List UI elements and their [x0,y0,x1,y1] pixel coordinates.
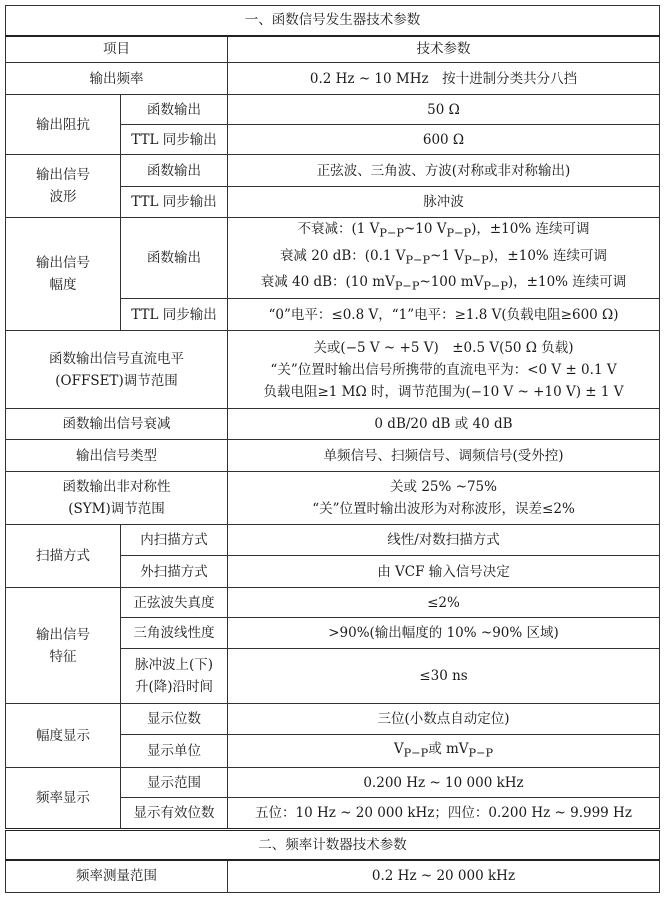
row-sublabel: 显示有效位数 [121,798,228,830]
row-sublabel: 内扫描方式 [121,525,228,556]
amp-line-3: 衰减 40 dB：(10 $mV_{P-P}\sim 100$ $mV_{P-P}$)，±10% 连续可调 [260,274,627,294]
row-value: 0.2 Hz ~ 20 000 kHz [228,860,660,893]
row-label-line: 特征 [49,648,77,665]
row-label: 频率测量范围 [6,860,228,893]
row-label: 扫描方式 [6,525,121,588]
row-value: ≤30 ns [228,649,660,704]
row-label [6,218,121,331]
row-sublabel: 显示范围 [121,768,228,798]
row-sublabel: 函数输出 [121,155,228,187]
row-label-line: 输出信号 [36,255,90,272]
table-row [6,95,660,125]
row-value: 三位(小数点自动定位) [228,704,660,735]
section-2-title: 二、频率计数器技术参数 [6,830,660,860]
row-sublabel: 显示单位 [121,735,228,768]
row-value: $V_{P-P}$或 $mV_{P-P}$ [228,735,660,768]
row-label-line: 幅度 [49,277,77,294]
row-value: 正弦波、三角波、方波(对称或非对称输出) [228,155,660,187]
row-value: ≤2% [228,588,660,618]
row-value [228,218,660,299]
row-label: 输出频率 [6,63,228,95]
row-value: >90%(输出幅度的 10% ~90% 区域) [228,618,660,649]
table-row [6,218,660,299]
table-row [6,860,660,893]
row-value-line: 负载电阻≥1 MΩ 时，调节范围为(−10 V ~ +10 V) ± 1 V [263,383,624,400]
row-sublabel: 外扫描方式 [121,556,228,588]
row-label: 频率显示 [6,768,121,830]
row-value: 由 VCF 输入信号决定 [228,556,660,588]
row-label [6,331,228,409]
table-row [6,768,660,798]
row-label-line: 函数输出信号直流电平 [49,350,184,367]
row-sublabel: 正弦波失真度 [121,588,228,618]
table-row [6,409,660,440]
row-label: 输出信号类型 [6,440,228,472]
table-row [6,472,660,525]
table-header-row [6,36,660,63]
row-label [6,155,121,218]
row-value [228,331,660,409]
table-row [6,331,660,409]
row-value-line: 关或 25% ~75% [390,479,497,496]
section-1-title: 一、函数信号发生器技术参数 [6,6,660,36]
row-label-line: (SYM)调节范围 [68,501,165,518]
row-label-line: 输出信号 [36,167,90,183]
row-sublabel: 三角波线性度 [121,618,228,649]
row-label: 输出阻抗 [6,95,121,155]
row-value: 0 dB/20 dB 或 40 dB [228,409,660,440]
row-label-line: 输出信号 [36,626,90,643]
row-label: 幅度显示 [6,704,121,768]
row-sublabel: TTL 同步输出 [121,187,228,218]
table-row [6,525,660,556]
row-sublabel: TTL 同步输出 [121,125,228,155]
row-value: “0”电平：≤0.8 V，“1”电平：≥1.8 V(负载电阻≥600 Ω) [228,299,660,331]
row-value: 600 Ω [228,125,660,155]
header-param: 技术参数 [228,36,660,63]
row-sublabel-line: 升(降)沿时间 [134,679,214,696]
row-value: 50 Ω [228,95,660,125]
row-sublabel [121,649,228,704]
row-value: 0.2 Hz ~ 10 MHz 按十进制分类共分八挡 [228,63,660,95]
row-value-line: “关”位置时输出波形为对称波形，误差≤2% [312,501,575,518]
table-row [6,588,660,618]
table-row [6,440,660,472]
row-label [6,588,121,704]
row-value-line: 关或(−5 V ~ +5 V) ±0.5 V(50 Ω 负载) [313,339,574,356]
row-label-line: 函数输出非对称性 [62,479,171,496]
row-value: 线性/对数扫描方式 [228,525,660,556]
amp-line-2: 衰减 20 dB：(0.1 $V_{P-P}\sim 1$ $V_{P-P}$)，±10% 连续可调 [279,247,608,267]
row-label [6,472,228,525]
row-sublabel-line: 脉冲波上(下) [134,657,214,674]
row-value: 脉冲波 [228,187,660,218]
row-value [228,472,660,525]
row-value: 五位：10 Hz ~ 20 000 kHz；四位：0.200 Hz ~ 9.999 Hz [228,798,660,830]
row-value-line: “关”位置时输出信号所携带的直流电平为：<0 V ± 0.1 V [270,361,617,378]
spec-table [5,5,660,893]
row-value: 0.200 Hz ~ 10 000 kHz [228,768,660,798]
table-row [6,63,660,95]
table-row [6,155,660,187]
amp-line-1: 不衰减：(1 $V_{P-P}\sim 10$ $V_{P-P}$)，±10% 连续可调 [297,221,590,240]
header-item: 项目 [6,36,228,63]
row-sublabel: 显示位数 [121,704,228,735]
row-label: 函数输出信号衰减 [6,409,228,440]
row-label-line: (OFFSET)调节范围 [55,372,178,389]
row-value: 单频信号、扫频信号、调频信号(受外控) [228,440,660,472]
table-row [6,704,660,735]
row-label-line: 波形 [49,189,77,205]
row-sublabel: 函数输出 [121,218,228,299]
row-sublabel: 函数输出 [121,95,228,125]
row-sublabel: TTL 同步输出 [121,299,228,331]
